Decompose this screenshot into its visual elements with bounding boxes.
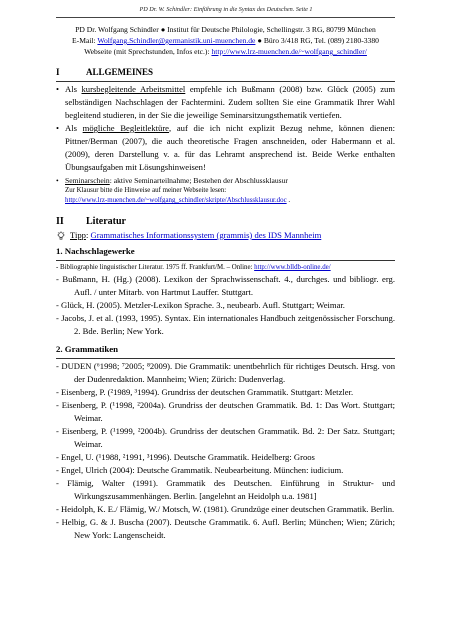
section-2-title: Literatur [86, 216, 126, 227]
running-head: PD Dr. W. Schindler: Einführung in die Syntax des Deutschen. Seite 1 [139, 6, 313, 13]
blldb-link[interactable]: http://www.blldb-online.de/ [254, 264, 331, 271]
reference-item: - DUDEN (⁶1998; ⁷2005; ⁸2009). Die Grammatik: unentbehrlich für richtiges Deutsch. Hrsg. von der Dudenredaktion. Mannheim; Wien; Zürich: Dudenverlag. [56, 361, 395, 384]
grammatiken-list [56, 360, 395, 542]
tip-label: Tipp [70, 230, 86, 240]
reference-item: - Eisenberg, P. (²1989, ³1994). Grundriss der deutschen Grammatik. Stuttgart: Metzler. [56, 387, 354, 397]
reference-item: - Helbig, G. & J. Buscha (2007). Deutsche Grammatik. 6. Aufl. Berlin; München; Wien; Zürich; New York: Langenscheidt. [56, 517, 395, 540]
section-2-heading [56, 215, 395, 229]
grammis-link[interactable]: Grammatisches Informationssystem (grammis) des IDS Mannheim [90, 230, 322, 240]
section-2-number: II [56, 216, 64, 227]
bullet-arbeitsmittel: • Als kursbegleitende Arbeitsmittel empfehle ich Bußmann (2008) bzw. Glück (2005) zum selbständigen Nachschlagen der Fachtermini. Zudem sollten Sie eine Grammatik Ihrer Wahl begleitend studieren, in der Sie die jeweilige Seminarsitzungsthematik vertiefen. [56, 84, 396, 120]
section-1-title: ALLGEMEINES [86, 67, 154, 77]
reference-item: - Jacobs, J. et al. (1993, 1995). Syntax. Ein internationales Handbuch zeitgenössischer Forschung. 2. Bde. Berlin; New York. [56, 313, 395, 336]
page-content [56, 22, 395, 542]
reference-item: - Glück, H. (2005). Metzler-Lexikon Sprache. 3., neubearb. Aufl. Stuttgart; Weimar. [56, 300, 345, 310]
section-1-rule [56, 81, 395, 82]
section-1-number: I [56, 67, 60, 77]
web-line [56, 46, 395, 57]
bullet-seminarschein: • Seminarschein: aktive Seminarteilnahme; Bestehen der Abschlussklausur [56, 176, 288, 185]
reference-item: - Flämig, Walter (1991). Grammatik des Deutschen. Einführung in Struktur- und Wirkungszusammenhängen. Berlin. [angelehnt an Heidolph u.a. 1981] [56, 478, 395, 501]
keyword-seminarschein: Seminarschein [65, 176, 110, 185]
office-info: ● Büro 3/418 RG, Tel. (089) 2180-3380 [255, 36, 379, 45]
klausur-hinweis: Zur Klausur bitte die Hinweise auf meiner Webseite lesen: http://www.lrz-muenchen.de/~wolfgang_schindler/skripte/Abschlussklausur.doc . [65, 187, 291, 204]
lightbulb-icon [56, 231, 66, 241]
section-1-heading [56, 66, 395, 79]
bullet-icon: • [56, 123, 60, 133]
keyword-begleitlektuere: mögliche Begleitlektüre [82, 123, 170, 133]
klausur-link[interactable]: http://www.lrz-muenchen.de/~wolfgang_schindler/skripte/Abschlussklausur.doc [65, 197, 287, 204]
tip-line: Tipp: Grammatisches Informationssystem (grammis) des IDS Mannheim [56, 229, 395, 242]
reference-item: - Engel, U. (¹1988, ²1991, ³1996). Deutsche Grammatik. Heidelberg: Groos [56, 452, 315, 462]
subsection-2-rule [56, 358, 395, 359]
author-info [56, 24, 395, 57]
author-line: PD Dr. Wolfgang Schindler ● Institut für Deutsche Philologie, Schellingstr. 3 RG, 80799 München [75, 25, 376, 34]
reference-item: - Engel, Ulrich (2004): Deutsche Grammatik. Neubearbeitung. München: iudicium. [56, 465, 344, 475]
email-label: E-Mail: [72, 36, 98, 45]
reference-item: - Eisenberg, P. (¹1998, ²2004a). Grundriss der deutschen Grammatik. Bd. 1: Das Wort. Stuttgart; Weimar. [56, 400, 395, 423]
nachschlagewerke-list [56, 262, 395, 338]
bullet-icon: • [56, 84, 60, 94]
reference-item: - Eisenberg, P. (¹1999, ²2004b). Grundriss der deutschen Grammatik. Bd. 2: Der Satz. Stuttgart; Weimar. [56, 426, 395, 449]
subsection-nachschlagewerke: 1. Nachschlagewerke [56, 246, 135, 256]
subsection-1-rule [56, 260, 395, 261]
bullet-icon: • [56, 176, 59, 185]
header-rule [56, 17, 395, 18]
reference-item: - Bußmann, H. (Hg.) (2008). Lexikon der Sprachwissenschaft. 4., durchges. und bibliogr. erg. Aufl. / unter Mitarb. von Hartmut Lauffer. Stuttgart. [56, 274, 395, 297]
reference-item: - Bibliographie linguistischer Literatur. 1975 ff. Frankfurt/M. – Online: http://www.blldb-online.de/ [56, 264, 331, 271]
email-line [56, 35, 395, 46]
web-label: Webseite (mit Sprechstunden, Infos etc.): [84, 47, 212, 56]
web-link[interactable]: http://www.lrz-muenchen.de/~wolfgang_schindler/ [211, 47, 367, 56]
subsection-grammatiken: 2. Grammatiken [56, 344, 119, 354]
email-link[interactable]: Wolfgang.Schindler@germanistik.uni-muenchen.de [97, 36, 256, 45]
bullet-begleitlektuere: • Als mögliche Begleitlektüre, auf die ich nicht explizit Bezug nehme, können dienen: Pittner/Berman (2007), die auch theoretische Fragen anschneiden, oder Habermann et al. (2009), deren Darstellung v. a. für das Lehramt ansprechend ist. Beide Werke enthalten Übungsaufgaben mit Lösungshinweisen! [56, 123, 396, 172]
keyword-arbeitsmittel: kursbegleitende Arbeitsmittel [81, 84, 186, 94]
reference-item: - Heidolph, K. E./ Flämig, W./ Motsch, W. (1981). Grundzüge einer deutschen Grammatik. Berlin. [56, 504, 395, 514]
